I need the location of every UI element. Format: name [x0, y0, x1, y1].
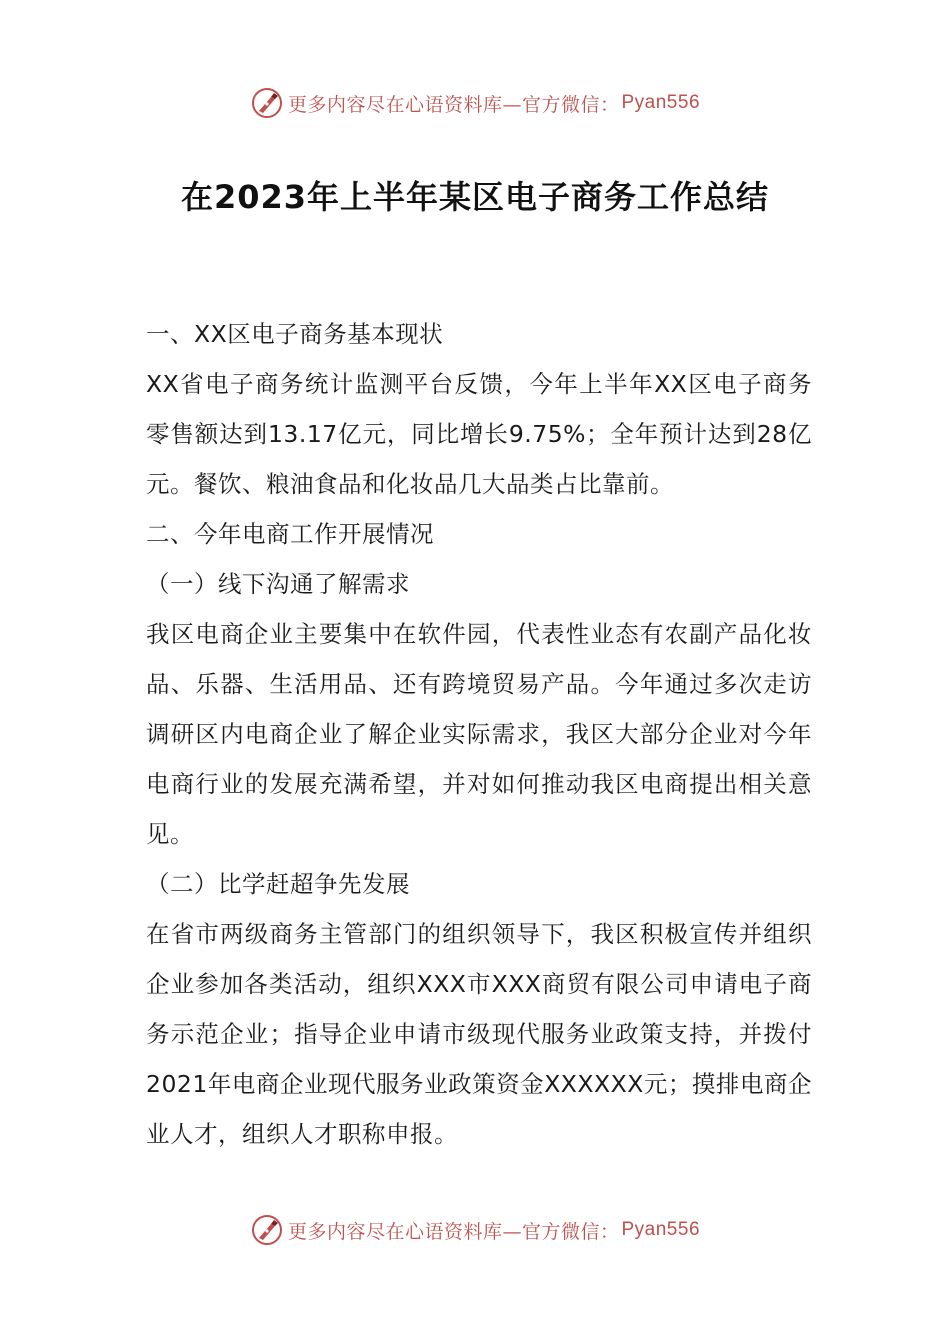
header-watermark: [0, 83, 950, 123]
footer-watermark: [0, 1210, 950, 1250]
watermark-wechat-id: Pyan556: [621, 1219, 701, 1240]
watermark-text: 更多内容尽在心语资料库—官方微信：: [287, 1220, 620, 1243]
paragraph-development: 在省市两级商务主管部门的组织领导下，我区积极宣传并组织企业参加各类活动，组织XXX市XXX商贸有限公司申请电子商务示范企业；指导企业申请市级现代服务业政策支持，并拨付2021年电商企业现代服务业政策资金XXXXXX元；摸排电商企业人才，组织人才职称申报。: [146, 920, 812, 1148]
watermark-wechat-id: Pyan556: [621, 92, 701, 113]
watermark-text: 更多内容尽在心语资料库—官方微信：: [287, 93, 620, 116]
paragraph-offline-communication: 我区电商企业主要集中在软件园，代表性业态有农副产品化妆品、乐器、生活用品、还有跨境贸易产品。今年通过多次走访调研区内电商企业了解企业实际需求，我区大部分企业对今年电商行业的发展充满希望，并对如何推动我区电商提出相关意见。: [146, 620, 812, 848]
subsection-heading-2: （二）比学赶超争先发展: [146, 870, 410, 898]
section-heading-1: 一、XX区电子商务基本现状: [146, 320, 444, 348]
paragraph-status: XX省电子商务统计监测平台反馈，今年上半年XX区电子商务零售额达到13.17亿元，同比增长9.75%；全年预计达到28亿元。餐饮、粮油食品和化妆品几大品类占比靠前。: [146, 370, 812, 498]
section-heading-2: 二、今年电商工作开展情况: [146, 520, 434, 548]
pen-nib-logo-icon: [250, 1213, 284, 1247]
document-body: [146, 309, 812, 1159]
document-title: 在2023年上半年某区电子商务工作总结: [180, 178, 770, 216]
subsection-heading-1: （一）线下沟通了解需求: [146, 570, 410, 598]
pen-nib-logo-icon: [250, 86, 284, 120]
